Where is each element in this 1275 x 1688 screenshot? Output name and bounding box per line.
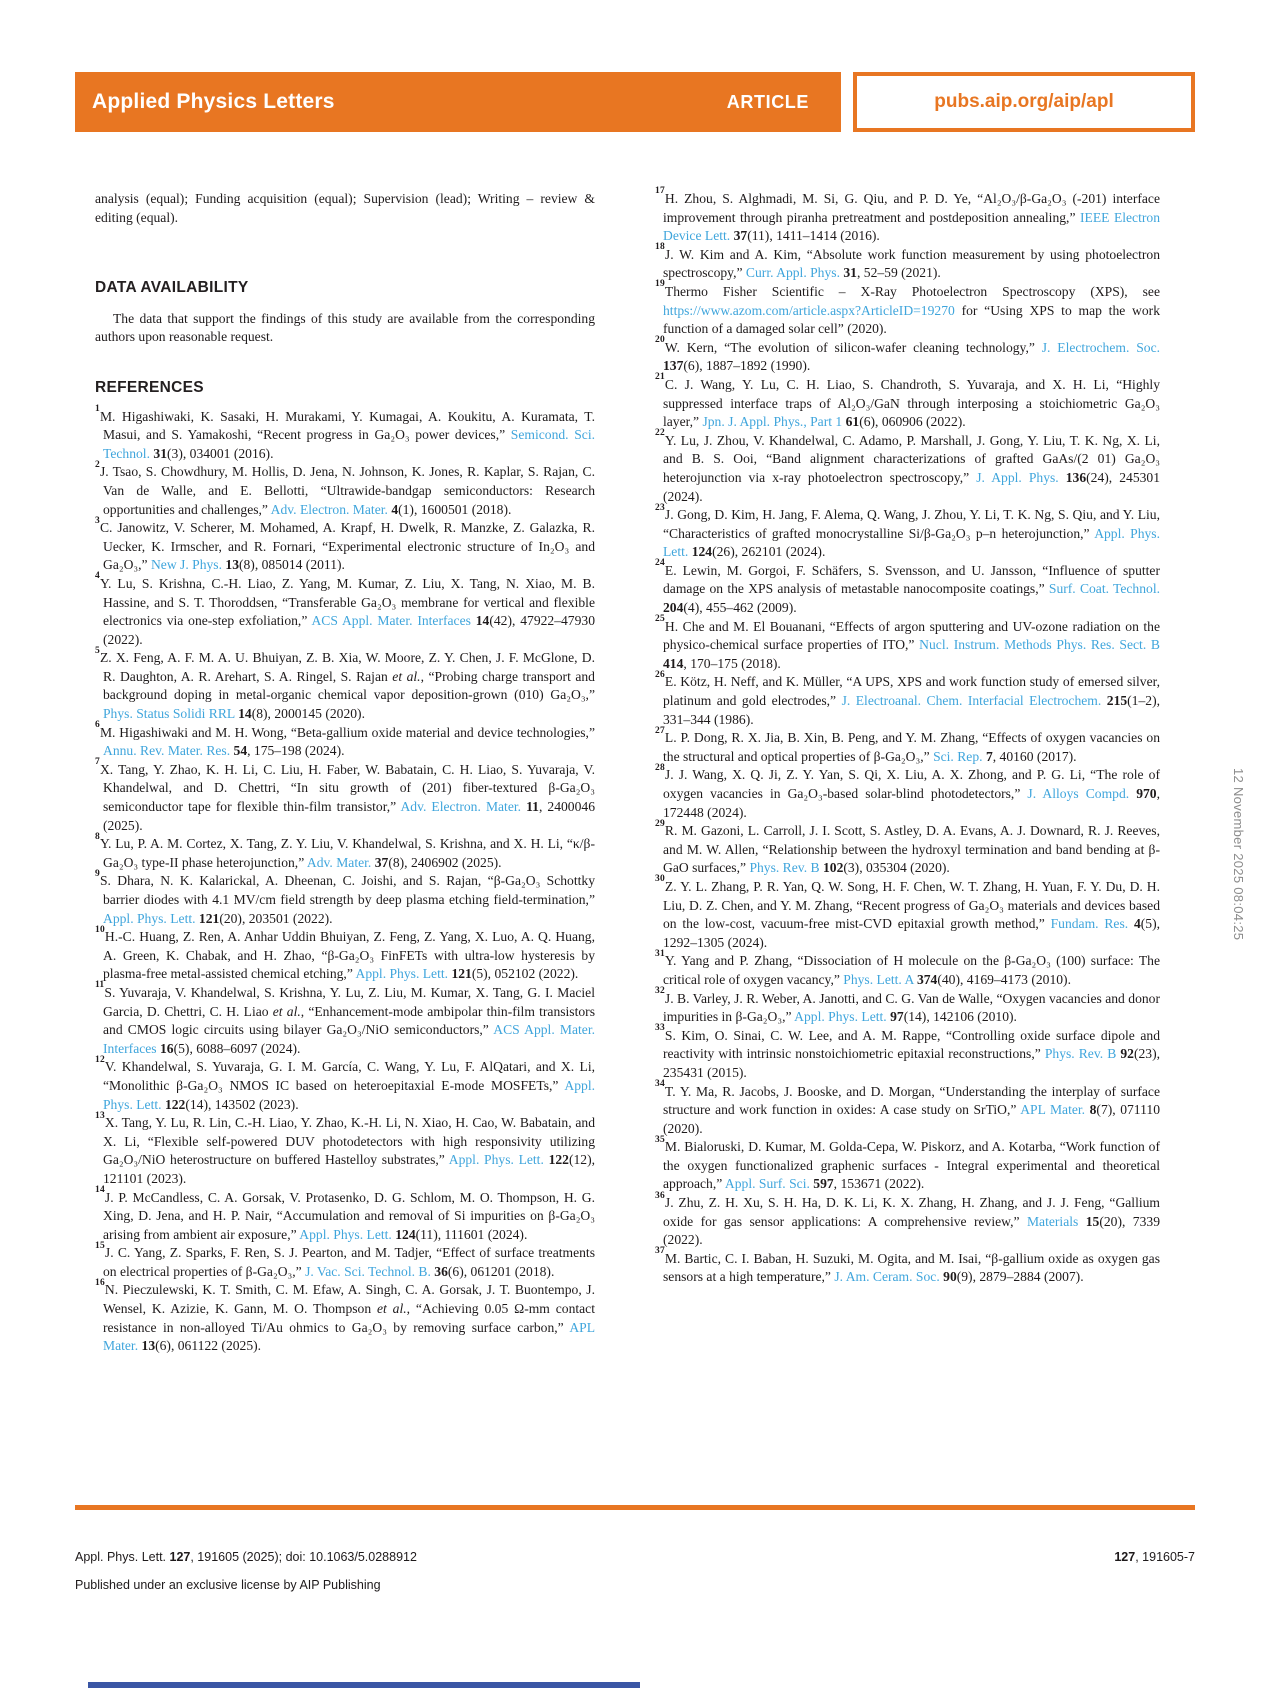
journal-name-link[interactable]: J. Alloys Compd. xyxy=(1027,786,1130,801)
journal-name-link[interactable]: APL Mater. xyxy=(103,1319,595,1354)
volume-number: 61 xyxy=(845,414,860,430)
reference-text: N. Pieczulewski, K. T. Smith, C. M. Efaw, A. Singh, C. A. Gorsak, J. T. Buontempo, J. Wensel, K. Azizie, K. Gann, M. O. Thompson xyxy=(103,1282,595,1317)
reference-number: 33 xyxy=(655,1023,665,1034)
reference-text: (23), 235431 (2015). xyxy=(663,1046,1160,1080)
volume-number: 124 xyxy=(691,544,713,560)
reference-text: S. Kim, O. Sinai, C. W. Lee, and A. M. Rappe, “Controlling oxide surface dipole and reactivity with intrinsic nonstoichiometric epitaxial reconstructions,” xyxy=(663,1027,1160,1062)
reference-text: (14), 142106 (2010). xyxy=(903,1009,1017,1025)
volume-number: 16 xyxy=(160,1040,174,1056)
reference-item xyxy=(655,725,1160,766)
journal-name-link[interactable]: Semicond. Sci. Technol. xyxy=(103,427,595,461)
reference-text: W. Kern, “The evolution of silicon-wafer cleaning technology,” xyxy=(664,339,1042,355)
volume-number: 136 xyxy=(1065,469,1087,485)
reference-item xyxy=(655,279,1160,339)
reference-item xyxy=(655,948,1160,989)
journal-name-link[interactable]: Surf. Coat. Technol. xyxy=(1048,581,1161,597)
footer-page-volume: 127 xyxy=(1114,1550,1136,1564)
reference-text: (26), 262101 (2024). xyxy=(712,544,826,560)
volume-number: 7 xyxy=(985,748,993,764)
reference-text: Y. Lu, J. Zhou, V. Khandelwal, C. Adamo, P. Marshall, J. Gong, Y. Liu, T. K. Ng, X. Li, and B. S. Ooi, “Band alignment characterizations of grafted GaAs/(2 01) Ga₂O₃ heterojunction via x-ray photoelectron spectroscopy,” xyxy=(663,432,1160,485)
volume-number: 14 xyxy=(475,613,490,629)
journal-name-link[interactable]: Annu. Rev. Mater. Res. xyxy=(103,743,231,759)
reference-text: (9), 2879–2884 (2007). xyxy=(956,1269,1084,1285)
reference-number: 6 xyxy=(95,720,100,731)
reference-number: 32 xyxy=(655,986,665,996)
reference-text: Z. X. Feng, A. F. M. A. U. Bhuiyan, Z. B. Xia, W. Moore, Z. Y. Chen, J. F. McGlone, D. R. Daughton, A. R. Arehart, S. A. Ringel, S. Rajan xyxy=(99,650,595,684)
publisher-site-box xyxy=(853,72,1195,132)
journal-name-link[interactable]: Fundam. Res. xyxy=(1050,916,1129,932)
journal-name-link[interactable]: Appl. Phys. Lett. xyxy=(299,1226,392,1242)
journal-name-link[interactable]: Appl. Surf. Sci. xyxy=(724,1176,810,1192)
reference-text: X. Tang, Y. Zhao, K. H. Li, C. Liu, H. Faber, W. Babatain, C. H. Liao, S. Yuvaraja, V. Khandelwal, and D. Chettri, “In situ growth of (201) fiber-textured β-Ga₂O₃ semiconductor tape for flexible thin-film transistor,” xyxy=(99,761,595,815)
journal-name-link[interactable]: IEEE Electron Device Lett. xyxy=(663,209,1160,244)
reference-text: V. Khandelwal, S. Yuvaraja, G. I. M. García, C. Wang, Y. Lu, F. AlQatari, and X. Li, “Monolithic β-Ga₂O₃ NMOS IC based on heteroepitaxial E-mode MOSFETs,” xyxy=(103,1059,595,1093)
journal-name-link[interactable]: ACS Appl. Mater. Interfaces xyxy=(311,613,471,629)
reference-text: (3), 034001 (2016). xyxy=(167,445,274,461)
reference-number: 30 xyxy=(655,874,665,885)
page-bottom-strip xyxy=(88,1682,640,1688)
reference-item xyxy=(95,1110,596,1188)
reference-text: , 170–175 (2018). xyxy=(683,655,781,671)
reference-number: 10 xyxy=(95,924,105,935)
reference-text: (8), 2000145 (2020). xyxy=(251,706,365,722)
reference-text: (5), 052102 (2022). xyxy=(471,966,579,982)
reference-text: Y. Lu, P. A. M. Cortez, X. Tang, Z. Y. Liu, V. Khandelwal, S. Krishna, and X. H. Li, “κ/β-Ga₂O₃ type-II phase heterojunction,” xyxy=(99,836,595,870)
data-availability-text: The data that support the findings of this study are available from the corresponding authors upon reasonable request. xyxy=(95,310,595,345)
reference-text: (20), 7339 (2022). xyxy=(663,1213,1160,1248)
reference-text xyxy=(1059,470,1066,485)
reference-text: (24), 245301 (2024). xyxy=(663,469,1161,504)
reference-text: (5), 6088–6097 (2024). xyxy=(173,1040,301,1056)
reference-text: M. Bartic, C. I. Baban, H. Suzuki, M. Ogita, and M. Isai, “β-gallium oxide as oxygen gas sensors at a high temperature,” xyxy=(663,1250,1160,1285)
reference-text: , 52–59 (2021). xyxy=(856,265,941,281)
article-type-label: ARTICLE xyxy=(726,91,809,112)
reference-item xyxy=(95,1277,595,1355)
reference-item xyxy=(655,1078,1160,1139)
volume-number: 215 xyxy=(1106,693,1128,709)
volume-number: 90 xyxy=(943,1269,957,1285)
reference-item xyxy=(655,1134,1160,1194)
reference-text: Y. Lu, S. Krishna, C.-H. Liao, Z. Yang, M. Kumar, Z. Liu, X. Tang, N. Xiao, M. B. Hassine, and S. T. Thoroddsen, “Transferable Ga₂O₃ membrane for vertical and flexible electronics via one-step exfoliation,” xyxy=(99,575,595,629)
reference-number: 37 xyxy=(655,1246,665,1257)
reference-item xyxy=(95,1240,595,1281)
footer-citation-line xyxy=(75,1550,1195,1564)
reference-text: J. C. Yang, Z. Sparks, F. Ren, S. J. Pearton, and M. Tadjer, “Effect of surface treatments on electrical properties of β-Ga₂O₃,” xyxy=(103,1245,595,1279)
reference-number: 28 xyxy=(655,762,665,773)
reference-text: X. Tang, Y. Lu, R. Lin, C.-H. Liao, Y. Zhao, K.-H. Li, N. Xiao, H. Cao, W. Babatain, and X. Li, “Flexible self-powered DUV photodetectors with high responsivity utilizing Ga₂O₃/NiO heterostructure on buffered Hastelloy substrates,” xyxy=(103,1115,595,1168)
reference-item xyxy=(655,1246,1160,1287)
reference-text: C. Janowitz, V. Scherer, M. Mohamed, A. Krapf, H. Dwelk, R. Manzke, Z. Galazka, R. Uecker, K. Irmscher, and R. Fornari, “Experimental electronic structure of In₂O₃ and Ga₂O₃,” xyxy=(99,520,595,573)
reference-text: (14), 143502 (2023). xyxy=(185,1096,299,1112)
journal-name-link[interactable]: Adv. Mater. xyxy=(306,854,372,870)
reference-text: J. J. Wang, X. Q. Ji, Z. Y. Yan, S. Qi, X. Liu, A. X. Zhong, and P. G. Li, “The role of oxygen vacancies in Ga₂O₃-based solar-blind photodetectors,” xyxy=(663,767,1160,801)
author-contributions-text: analysis (equal); Funding acquisition (equal); Supervision (lead); Writing – review & editing (equal). xyxy=(95,191,595,225)
journal-name-link[interactable]: Phys. Status Solidi RRL xyxy=(103,706,235,722)
reference-number: 31 xyxy=(655,948,665,959)
reference-number: 14 xyxy=(95,1184,105,1195)
reference-item xyxy=(95,404,595,464)
volume-number: 92 xyxy=(1120,1046,1134,1062)
download-timestamp: 12 November 2025 08:04:25 xyxy=(1231,768,1246,941)
reference-text: (42), 47922–47930 (2022). xyxy=(103,613,595,647)
volume-number: 374 xyxy=(916,971,938,987)
reference-url-link[interactable]: https://www.azom.com/article.aspx?ArticleID=19270 xyxy=(663,302,955,318)
references-heading: REFERENCES xyxy=(95,378,204,396)
reference-number: 23 xyxy=(655,502,665,513)
reference-item xyxy=(95,924,595,984)
volume-number: 124 xyxy=(395,1226,416,1242)
reference-item xyxy=(95,571,595,649)
journal-name-link[interactable]: Sci. Rep. xyxy=(933,748,983,764)
reference-text: , “Probing charge transport and background doping in metal-organic chemical vapor deposition-grown (010) Ga₂O₃,” xyxy=(103,668,595,703)
reference-number: 29 xyxy=(655,818,665,829)
reference-number: 25 xyxy=(655,614,665,625)
reference-text: R. M. Gazoni, L. Carroll, J. I. Scott, S. Astley, D. A. Evans, A. J. Downard, R. J. Reeves, and M. W. Allen, “Relationship between the hydroxyl termination and band bending at β-GaO surfaces,” xyxy=(663,823,1160,876)
reference-item xyxy=(95,757,595,835)
reference-text: (4), 455–462 (2009). xyxy=(683,600,797,616)
journal-name-link[interactable]: Adv. Electron. Mater. xyxy=(400,799,522,815)
reference-item xyxy=(95,868,595,928)
reference-text: (12), 121101 (2023). xyxy=(103,1152,596,1186)
volume-number: 54 xyxy=(233,743,248,759)
reference-item xyxy=(655,818,1160,878)
et-al-text: et al. xyxy=(272,1003,301,1019)
volume-number: 122 xyxy=(164,1096,186,1112)
reference-item xyxy=(95,831,595,872)
reference-item xyxy=(655,1190,1160,1250)
reference-number: 35 xyxy=(655,1134,665,1145)
reference-number: 20 xyxy=(655,335,665,346)
reference-number: 27 xyxy=(655,725,665,736)
volume-number: 122 xyxy=(548,1152,569,1168)
reference-text: S. Dhara, N. K. Kalarickal, A. Dheenan, C. Joishi, and S. Rajan, “β-Ga₂O₃ Schottky barrier diodes with 4.1 MV/cm field strength by deep plasma etching field-termination,” xyxy=(99,873,595,907)
reference-text: (5), 1292–1305 (2024). xyxy=(663,916,1160,950)
volume-number: 37 xyxy=(733,228,748,244)
reference-text: S. Yuvaraja, V. Khandelwal, S. Krishna, Y. Lu, Z. Liu, M. Kumar, X. Tang, G. I. Maciel Garcia, D. Chettri, C. H. Liao xyxy=(103,984,595,1019)
reference-text: H. Che and M. El Bouanani, “Effects of argon sputtering and UV-ozone radiation on the physico-chemical surface properties of ITO,” xyxy=(663,618,1160,653)
volume-number: 37 xyxy=(374,854,389,870)
reference-text: (1–2), 331–344 (1986). xyxy=(663,693,1160,727)
volume-number: 597 xyxy=(813,1176,834,1192)
reference-number: 19 xyxy=(655,279,665,290)
reference-text: (11), 111601 (2024). xyxy=(415,1226,528,1242)
journal-name-link[interactable]: Appl. Phys. Lett. xyxy=(448,1152,544,1168)
reference-text: J. Gong, D. Kim, H. Jang, F. Alema, Q. Wang, J. Zhou, Y. Li, T. K. Ng, S. Qiu, and Y. Liu, “Characteristics of grafted monocrystalline Si/β-Ga₂O₃ p–n heterojunction,” xyxy=(663,507,1160,541)
footer-citation: Appl. Phys. Lett. 127, 191605 (2025); doi: 10.1063/5.0288912 xyxy=(75,1550,417,1564)
reference-text: (6), 061122 (2025). xyxy=(155,1338,262,1354)
reference-item xyxy=(655,558,1161,618)
reference-item xyxy=(655,762,1160,822)
reference-item xyxy=(655,186,1160,246)
journal-name-link[interactable]: Nucl. Instrum. Methods Phys. Res. Sect. B xyxy=(919,637,1161,653)
reference-number: 26 xyxy=(655,669,665,680)
journal-name-link[interactable]: New J. Phys. xyxy=(150,557,222,573)
reference-item xyxy=(655,1023,1160,1083)
reference-text: H.-C. Huang, Z. Ren, A. Anhar Uddin Bhuiyan, Z. Feng, Z. Yang, X. Luo, A. Q. Huang, A. Green, K. Chabak, and H. Zhao, “β-Ga₂O₃ FinFETs with ultra-low hysteresis by plasma-free metal-assisted chemical etching,” xyxy=(103,929,595,982)
reference-item xyxy=(95,515,595,575)
reference-text: J. Zhu, Z. H. Xu, S. H. Ha, D. K. Li, K. X. Zhang, H. Zhang, and J. J. Feng, “Gallium oxide for gas sensor applications: A comprehensive review,” xyxy=(663,1195,1160,1229)
journal-name-link[interactable]: Jpn. J. Appl. Phys., Part 1 xyxy=(702,414,843,430)
reference-list-right xyxy=(655,186,1161,1287)
reference-number: 34 xyxy=(655,1078,665,1089)
reference-text: (6), 061201 (2018). xyxy=(447,1263,555,1279)
left-column xyxy=(95,190,595,1356)
reference-text: M. Higashiwaki and M. H. Wong, “Beta-gallium oxide material and device technologies,” xyxy=(99,724,595,740)
volume-number: 121 xyxy=(451,966,472,982)
journal-name-link[interactable]: Appl. Phys. Lett. xyxy=(103,910,196,926)
volume-number: 204 xyxy=(663,600,684,616)
journal-name-link[interactable]: Phys. Rev. B xyxy=(1044,1046,1117,1062)
volume-number: 121 xyxy=(198,910,220,926)
reference-item xyxy=(655,614,1161,674)
reference-list-left xyxy=(95,404,596,1356)
reference-text: (6), 1887–1892 (1990). xyxy=(683,358,811,374)
volume-number: 137 xyxy=(663,358,684,374)
reference-text: , 40160 (2017). xyxy=(992,748,1077,764)
reference-number: 24 xyxy=(655,558,665,569)
reference-text: J. P. McCandless, C. A. Gorsak, V. Protasenko, D. G. Schlom, M. O. Thompson, H. G. Xing, D. Jena, and H. P. Nair, “Accumulation and removal of Si impurities on β-Ga₂O₃ arising from ambient air exposure,” xyxy=(103,1189,595,1242)
reference-number: 16 xyxy=(95,1277,105,1288)
journal-name-link[interactable]: J. Am. Ceram. Soc. xyxy=(834,1269,940,1285)
et-al-text: et al. xyxy=(377,1301,407,1317)
reference-text: (20), 203501 (2022). xyxy=(219,910,333,926)
reference-text: M. Higashiwaki, K. Sasaki, H. Murakami, Y. Kumagai, A. Koukitu, A. Kuramata, T. Masui, and S. Yamakoshi, “Recent progress in Ga₂O₃ power devices,” xyxy=(99,408,595,443)
journal-name-link[interactable]: Materials xyxy=(1026,1213,1079,1229)
footer-license-line: Published under an exclusive license by AIP Publishing xyxy=(75,1578,381,1592)
reference-text: , 153671 (2022). xyxy=(833,1176,925,1192)
publisher-site-link[interactable]: pubs.aip.org/aip/apl xyxy=(934,91,1114,112)
reference-text: (11), 1411–1414 (2016). xyxy=(747,228,880,244)
volume-number: 31 xyxy=(153,445,167,461)
journal-name-link[interactable]: Phys. Lett. A xyxy=(843,971,914,987)
journal-name-link[interactable]: Appl. Phys. Lett. xyxy=(103,1077,595,1112)
reference-text: (6), 060906 (2022). xyxy=(859,414,966,430)
reference-item xyxy=(655,669,1160,729)
reference-number: 3 xyxy=(95,515,100,526)
footer-volume: 127 xyxy=(169,1550,191,1564)
reference-item xyxy=(655,335,1160,376)
journal-name-link[interactable]: ACS Appl. Mater. Interfaces xyxy=(103,1022,595,1056)
volume-number: 97 xyxy=(890,1009,904,1025)
reference-item xyxy=(95,459,595,519)
footer-page-number: 127, 191605-7 xyxy=(1114,1550,1195,1564)
reference-number: 22 xyxy=(655,428,665,439)
reference-number: 1 xyxy=(95,404,100,415)
volume-number: 970 xyxy=(1136,786,1157,801)
reference-number: 7 xyxy=(95,757,100,768)
journal-name-link[interactable]: J. Electroanal. Chem. Interfacial Electrochem. xyxy=(841,693,1102,709)
volume-number: 13 xyxy=(225,557,239,573)
journal-name-link[interactable]: APL Mater. xyxy=(1020,1102,1086,1118)
reference-text: (8), 085014 (2011). xyxy=(238,557,345,573)
journal-name-link[interactable]: Appl. Phys. Lett. xyxy=(355,966,449,982)
reference-text: E. Lewin, M. Gorgoi, F. Schäfers, S. Svensson, and U. Jansson, “Influence of sputter damage on the XPS analysis of metastable nanocomposite coatings,” xyxy=(663,562,1160,597)
journal-name-link[interactable]: Appl. Phys. Lett. xyxy=(663,525,1160,560)
reference-item xyxy=(95,980,595,1058)
reference-item xyxy=(95,1184,595,1245)
reference-text xyxy=(1078,1214,1085,1229)
reference-item xyxy=(655,372,1160,432)
reference-text: for “Using XPS to map the work function of a damaged solar cell” (2020). xyxy=(663,302,1160,337)
reference-text: , “Achieving 0.05 Ω-mm contact resistance in non-alloyed Ti/Au ohmics to Ga₂O₃ by removing surface carbon,” xyxy=(103,1301,595,1335)
reference-number: 18 xyxy=(655,242,665,253)
reference-number: 11 xyxy=(95,980,105,991)
reference-number: 2 xyxy=(95,459,100,470)
volume-number: 36 xyxy=(434,1263,448,1279)
reference-number: 5 xyxy=(95,645,100,656)
volume-number: 11 xyxy=(526,799,539,815)
footer-divider-rule xyxy=(75,1505,1195,1510)
journal-name-link[interactable]: Adv. Electron. Mater. xyxy=(270,501,388,517)
journal-name-link[interactable]: J. Electrochem. Soc. xyxy=(1041,339,1160,355)
reference-text: J. Tsao, S. Chowdhury, M. Hollis, D. Jena, N. Johnson, K. Jones, R. Kaplar, S. Rajan, C. Van de Walle, and E. Bellotti, “Ultrawide-bandgap semiconductors: Research opportunities and challenges,” xyxy=(99,464,595,517)
right-column xyxy=(655,186,1161,1287)
reference-text: H. Zhou, S. Alghmadi, M. Si, G. Qiu, and P. D. Ye, “Al₂O₃/β-Ga₂O₃ (-201) interface improvement through piranha pretreatment and postdeposition annealing,” xyxy=(663,191,1160,225)
reference-text: (40), 4169–4173 (2010). xyxy=(937,971,1071,987)
journal-name-link[interactable]: Phys. Rev. B xyxy=(749,860,820,876)
journal-header-bar xyxy=(75,72,841,132)
volume-number: 4 xyxy=(391,501,399,517)
reference-item xyxy=(95,1054,595,1114)
reference-text: Y. Yang and P. Zhang, “Dissociation of H molecule on the β-Ga₂O₃ (100) surface: The critical role of oxygen vacancy,” xyxy=(663,953,1160,987)
volume-number: 31 xyxy=(843,265,857,281)
reference-text: J. W. Kim and A. Kim, “Absolute work function measurement by using photoelectron spectroscopy,” xyxy=(663,246,1160,281)
volume-number: 15 xyxy=(1085,1213,1100,1229)
reference-item xyxy=(95,645,595,723)
data-availability-heading: DATA AVAILABILITY xyxy=(95,279,249,297)
reference-number: 21 xyxy=(655,372,665,383)
reference-text: (7), 071110 (2020). xyxy=(663,1102,1160,1136)
reference-text: E. Kötz, H. Neff, and K. Müller, “A UPS, XPS and work function study of emersed silver, platinum and gold electrodes,” xyxy=(663,674,1160,709)
reference-text: L. P. Dong, R. X. Jia, B. Xin, B. Peng, and Y. M. Zhang, “Effects of oxygen vacancies on the structural and optical properties of β-Ga₂O₃,” xyxy=(663,730,1160,764)
journal-name-link[interactable]: Appl. Phys. Lett. xyxy=(794,1009,887,1025)
et-al-text: et al. xyxy=(392,668,421,684)
reference-number: 36 xyxy=(655,1190,665,1201)
journal-name-link[interactable]: J. Vac. Sci. Technol. B. xyxy=(305,1263,431,1279)
reference-number: 12 xyxy=(95,1054,105,1065)
reference-item xyxy=(655,242,1160,283)
journal-name-link[interactable]: J. Appl. Phys. xyxy=(976,469,1059,485)
reference-item xyxy=(655,428,1161,506)
reference-text: Thermo Fisher Scientific – X-Ray Photoelectron Spectroscopy (XPS), see xyxy=(664,283,1160,299)
volume-number: 414 xyxy=(663,655,684,671)
journal-name-link[interactable]: Curr. Appl. Phys. xyxy=(745,265,840,281)
reference-number: 15 xyxy=(95,1240,105,1251)
reference-text: (8), 2406902 (2025). xyxy=(388,854,502,870)
volume-number: 102 xyxy=(822,860,844,876)
reference-text: T. Y. Ma, R. Jacobs, J. Booske, and D. Morgan, “Understanding the interplay of surface structure and work function in oxides: A case study on SrTiO,” xyxy=(663,1083,1160,1118)
volume-number: 14 xyxy=(238,706,252,722)
volume-number: 13 xyxy=(141,1338,156,1354)
reference-text: , 175–198 (2024). xyxy=(247,743,345,759)
reference-text: , 2400046 (2025). xyxy=(103,799,595,833)
reference-text: , 172448 (2024). xyxy=(663,786,1160,820)
reference-text: M. Bialoruski, D. Kumar, M. Golda-Cepa, W. Piskorz, and A. Kotarba, “Work function of the oxygen functionalized graphenic surfaces - Integral experimental and theoretical approach,” xyxy=(663,1139,1160,1192)
reference-number: 4 xyxy=(95,571,100,582)
volume-number: 4 xyxy=(1133,916,1141,932)
reference-text: , “Enhancement-mode ambipolar thin-film transistors and CMOS logic circuits using bilayer Ga₂O₃/NiO semiconductors,” xyxy=(103,1003,595,1038)
volume-number: 8 xyxy=(1089,1102,1097,1118)
reference-number: 9 xyxy=(95,868,100,879)
reference-item xyxy=(655,874,1160,952)
reference-number: 17 xyxy=(655,186,665,197)
reference-text: (3), 035304 (2020). xyxy=(843,860,950,876)
journal-title: Applied Physics Letters xyxy=(92,90,335,113)
reference-text: C. J. Wang, Y. Lu, C. H. Liao, S. Chandroth, S. Yuvaraja, and X. H. Li, “Highly suppressed interface traps of Al₂O₃/GaN through interposing a stoichiometric Ga₂O₃ layer,” xyxy=(663,376,1160,430)
reference-number: 13 xyxy=(95,1110,105,1121)
reference-item xyxy=(95,720,595,761)
reference-item xyxy=(655,502,1160,562)
reference-item xyxy=(655,986,1160,1027)
reference-text: (1), 1600501 (2018). xyxy=(398,501,512,517)
reference-text: Z. Y. L. Zhang, P. R. Yan, Q. W. Song, H. F. Chen, W. T. Zhang, H. Yuan, F. Y. Du, D. H. Liu, D. Z. Chen, and Y. M. Zhang, “Recent progress of Ga₂O₃ materials and devices based on the low-cost, vacuum-free mist-CVD epitaxial growth method,” xyxy=(663,878,1160,932)
reference-number: 8 xyxy=(95,831,100,842)
reference-text: J. B. Varley, J. R. Weber, A. Janotti, and C. G. Van de Walle, “Oxygen vacancies and donor impurities in β-Ga₂O₃,” xyxy=(663,990,1160,1025)
